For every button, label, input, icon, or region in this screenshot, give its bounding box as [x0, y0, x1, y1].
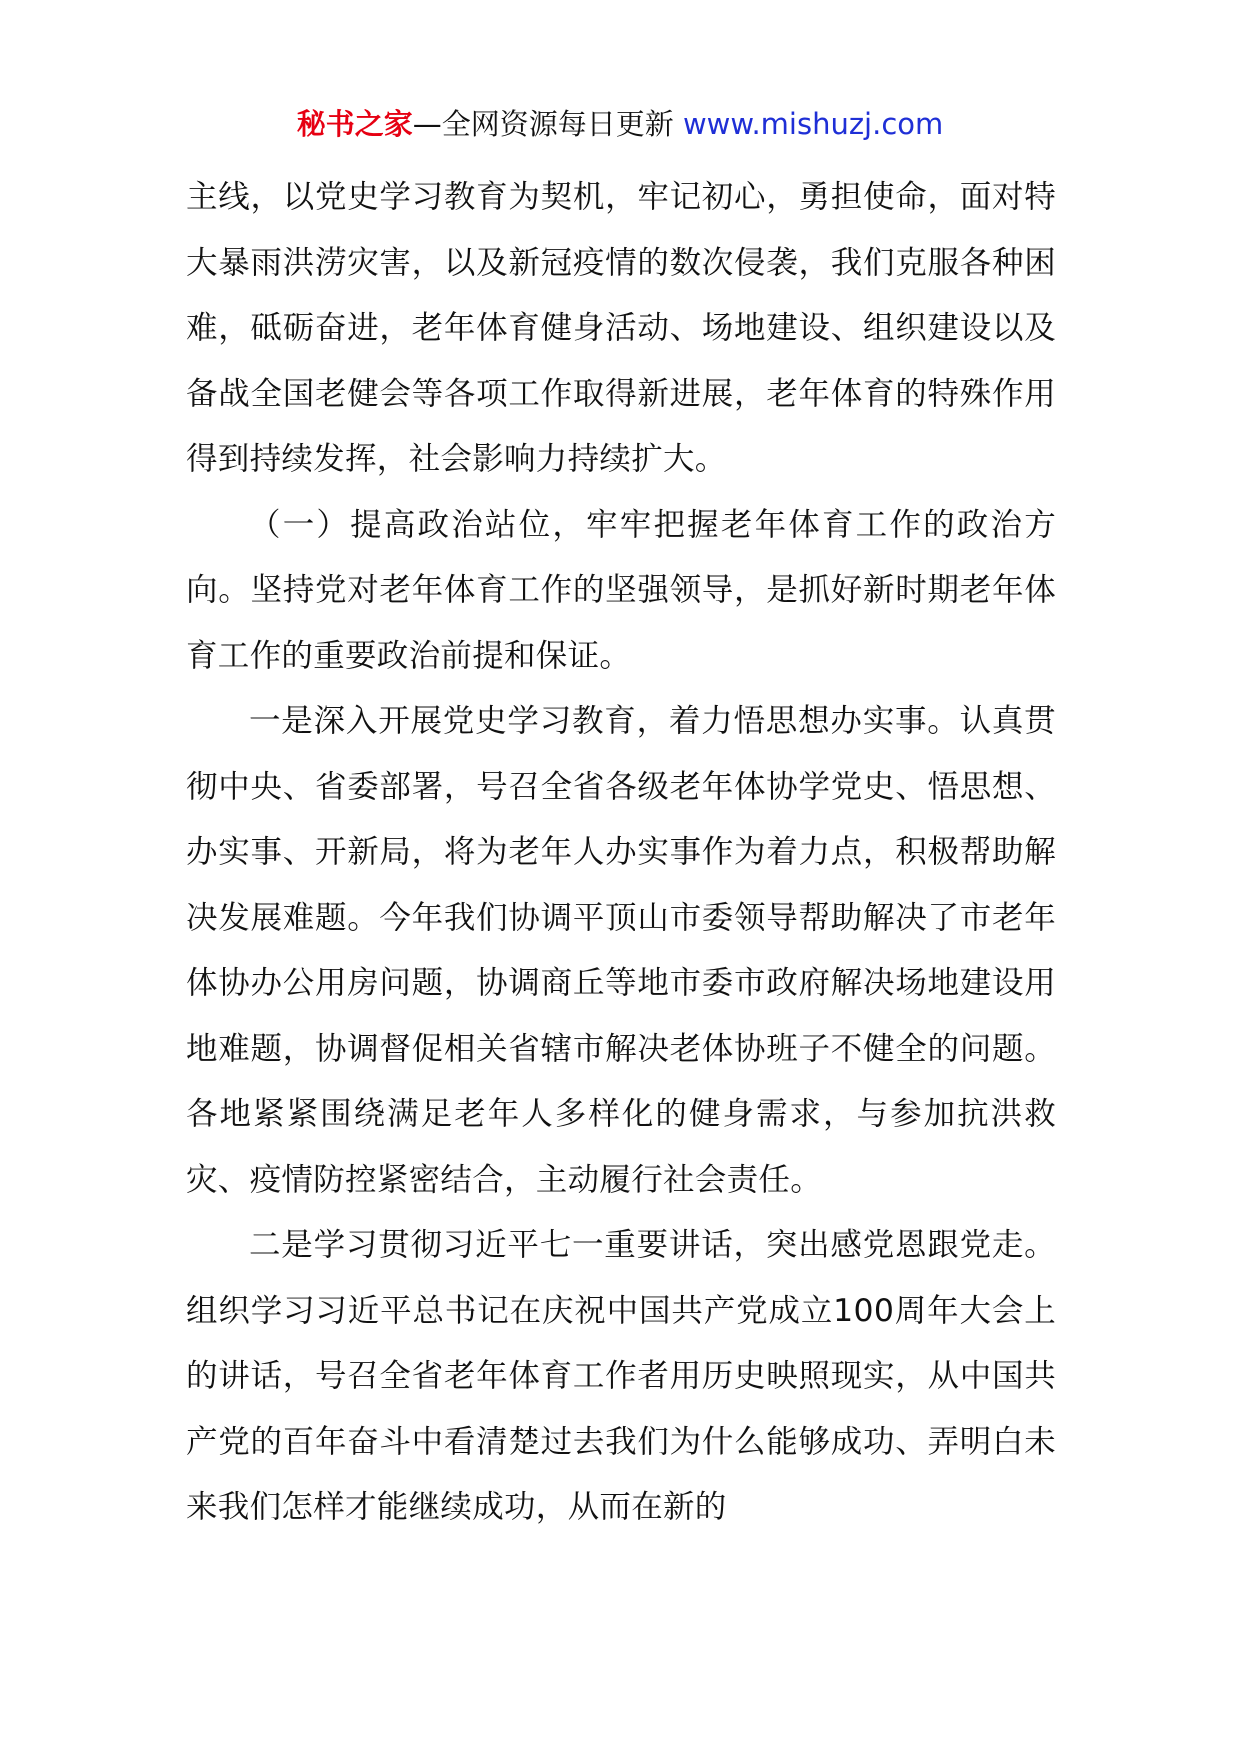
paragraph-point-two: 二是学习贯彻习近平七一重要讲话，突出感党恩跟党走。组织学习习近平总书记在庆祝中国共产党成立100周年大会上的讲话，号召全省老年体育工作者用历史映照现实，从中国共产党的百年奋斗中看清楚过去我们为什么能够成功、弄明白未来我们怎样才能继续成功，从而在新的: [186, 1227, 1056, 1525]
paragraph-point-one: 一是深入开展党史学习教育，着力悟思想办实事。认真贯彻中央、省委部署，号召全省各级老年体协学党史、悟思想、办实事、开新局，将为老年人办实事作为着力点，积极帮助解决发展难题。今年我们协调平顶山市委领导帮助解决了市老年体协办公用房问题，协调商丘等地市委市政府解决场地建设用地难题，协调督促相关省辖市解决老体协班子不健全的问题。各地紧紧围绕满足老年人多样化的健身需求，与参加抗洪救灾、疫情防控紧密结合，主动履行社会责任。: [186, 703, 1056, 1198]
header-tagline: —全网资源每日更新: [412, 107, 683, 141]
website-link[interactable]: www.mishuzj.com: [682, 107, 944, 141]
brand-name: 秘书之家: [296, 107, 413, 141]
page-header: [0, 104, 1240, 144]
paragraph-section-heading: （一）提高政治站位，牢牢把握老年体育工作的政治方向。坚持党对老年体育工作的坚强领导，是抓好新时期老年体育工作的重要政治前提和保证。: [186, 506, 1056, 674]
document-body: [186, 165, 1056, 1541]
paragraph-continuation: 主线，以党史学习教育为契机，牢记初心，勇担使命，面对特大暴雨洪涝灾害，以及新冠疫情的数次侵袭，我们克服各种困难，砥砺奋进，老年体育健身活动、场地建设、组织建设以及备战全国老健会等各项工作取得新进展，老年体育的特殊作用得到持续发挥，社会影响力持续扩大。: [186, 179, 1056, 477]
